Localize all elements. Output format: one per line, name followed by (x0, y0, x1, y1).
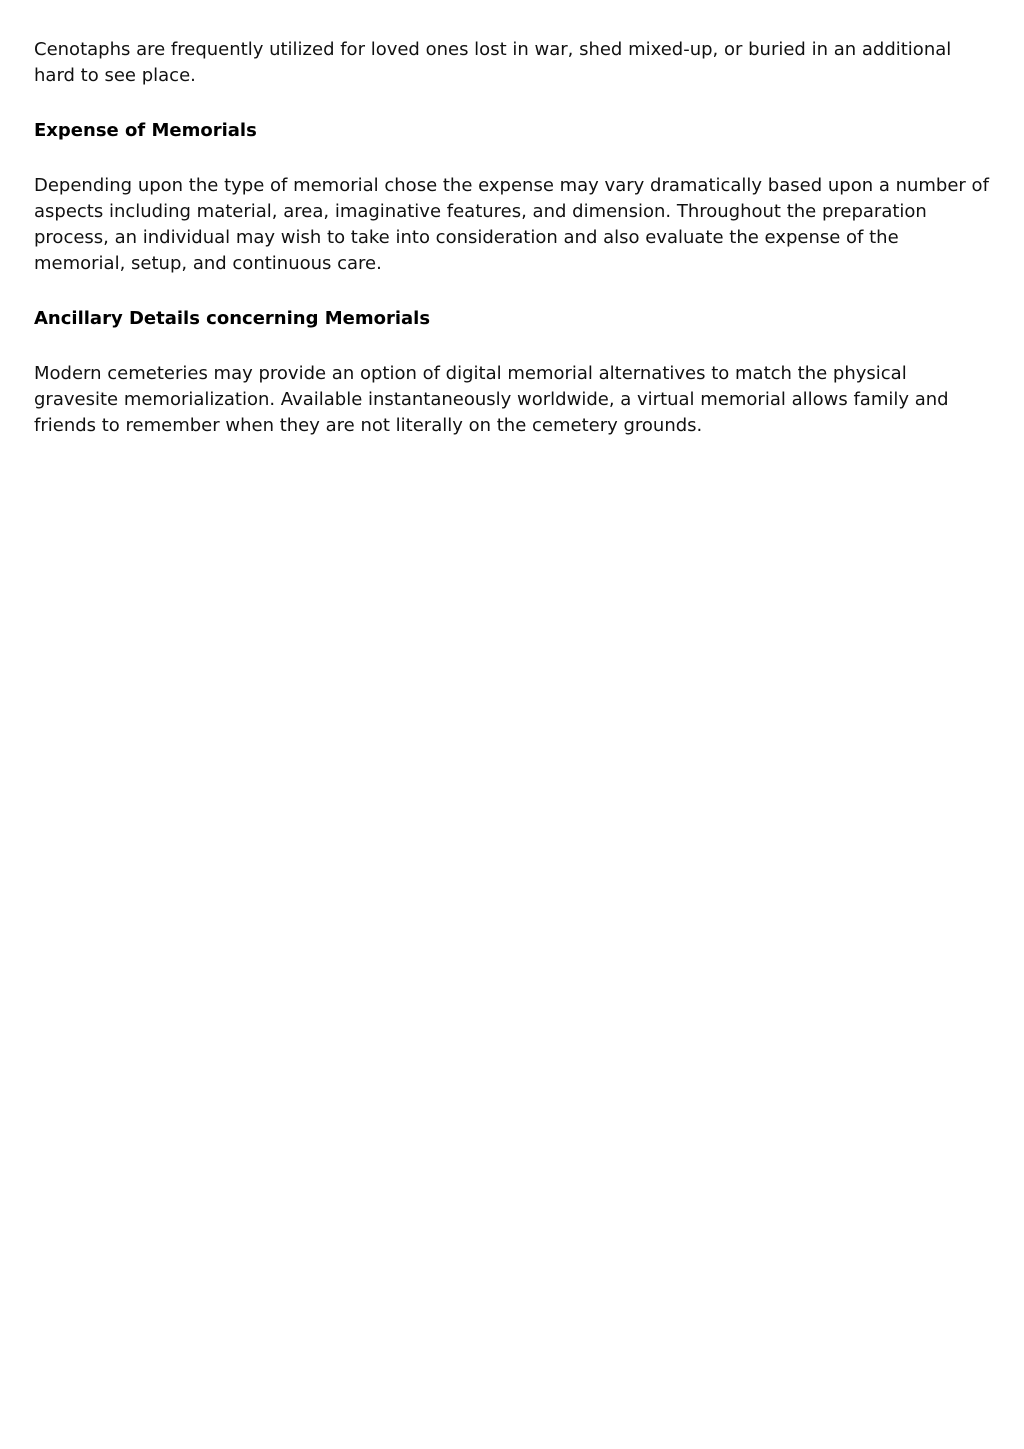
paragraph-cenotaphs: Cenotaphs are frequently utilized for loved ones lost in war, shed mixed-up, or buried in an additional hard to see place. (34, 39, 952, 86)
heading-ancillary-details: Ancillary Details concerning Memorials (34, 308, 431, 329)
paragraph-expense: Depending upon the type of memorial chose the expense may vary dramatically based upon a number of aspects including material, area, imaginative features, and dimension. Throughout the preparation process, an individual may wish to take into consideration and also evaluate the expense of the memorial, setup, and continuous care. (34, 175, 989, 274)
document-body (34, 37, 990, 468)
paragraph-digital-memorials: Modern cemeteries may provide an option of digital memorial alternatives to match the physical gravesite memorialization. Available instantaneously worldwide, a virtual memorial allows family and friends to remember when they are not literally on the cemetery grounds. (34, 363, 949, 436)
heading-expense-of-memorials: Expense of Memorials (34, 120, 257, 141)
